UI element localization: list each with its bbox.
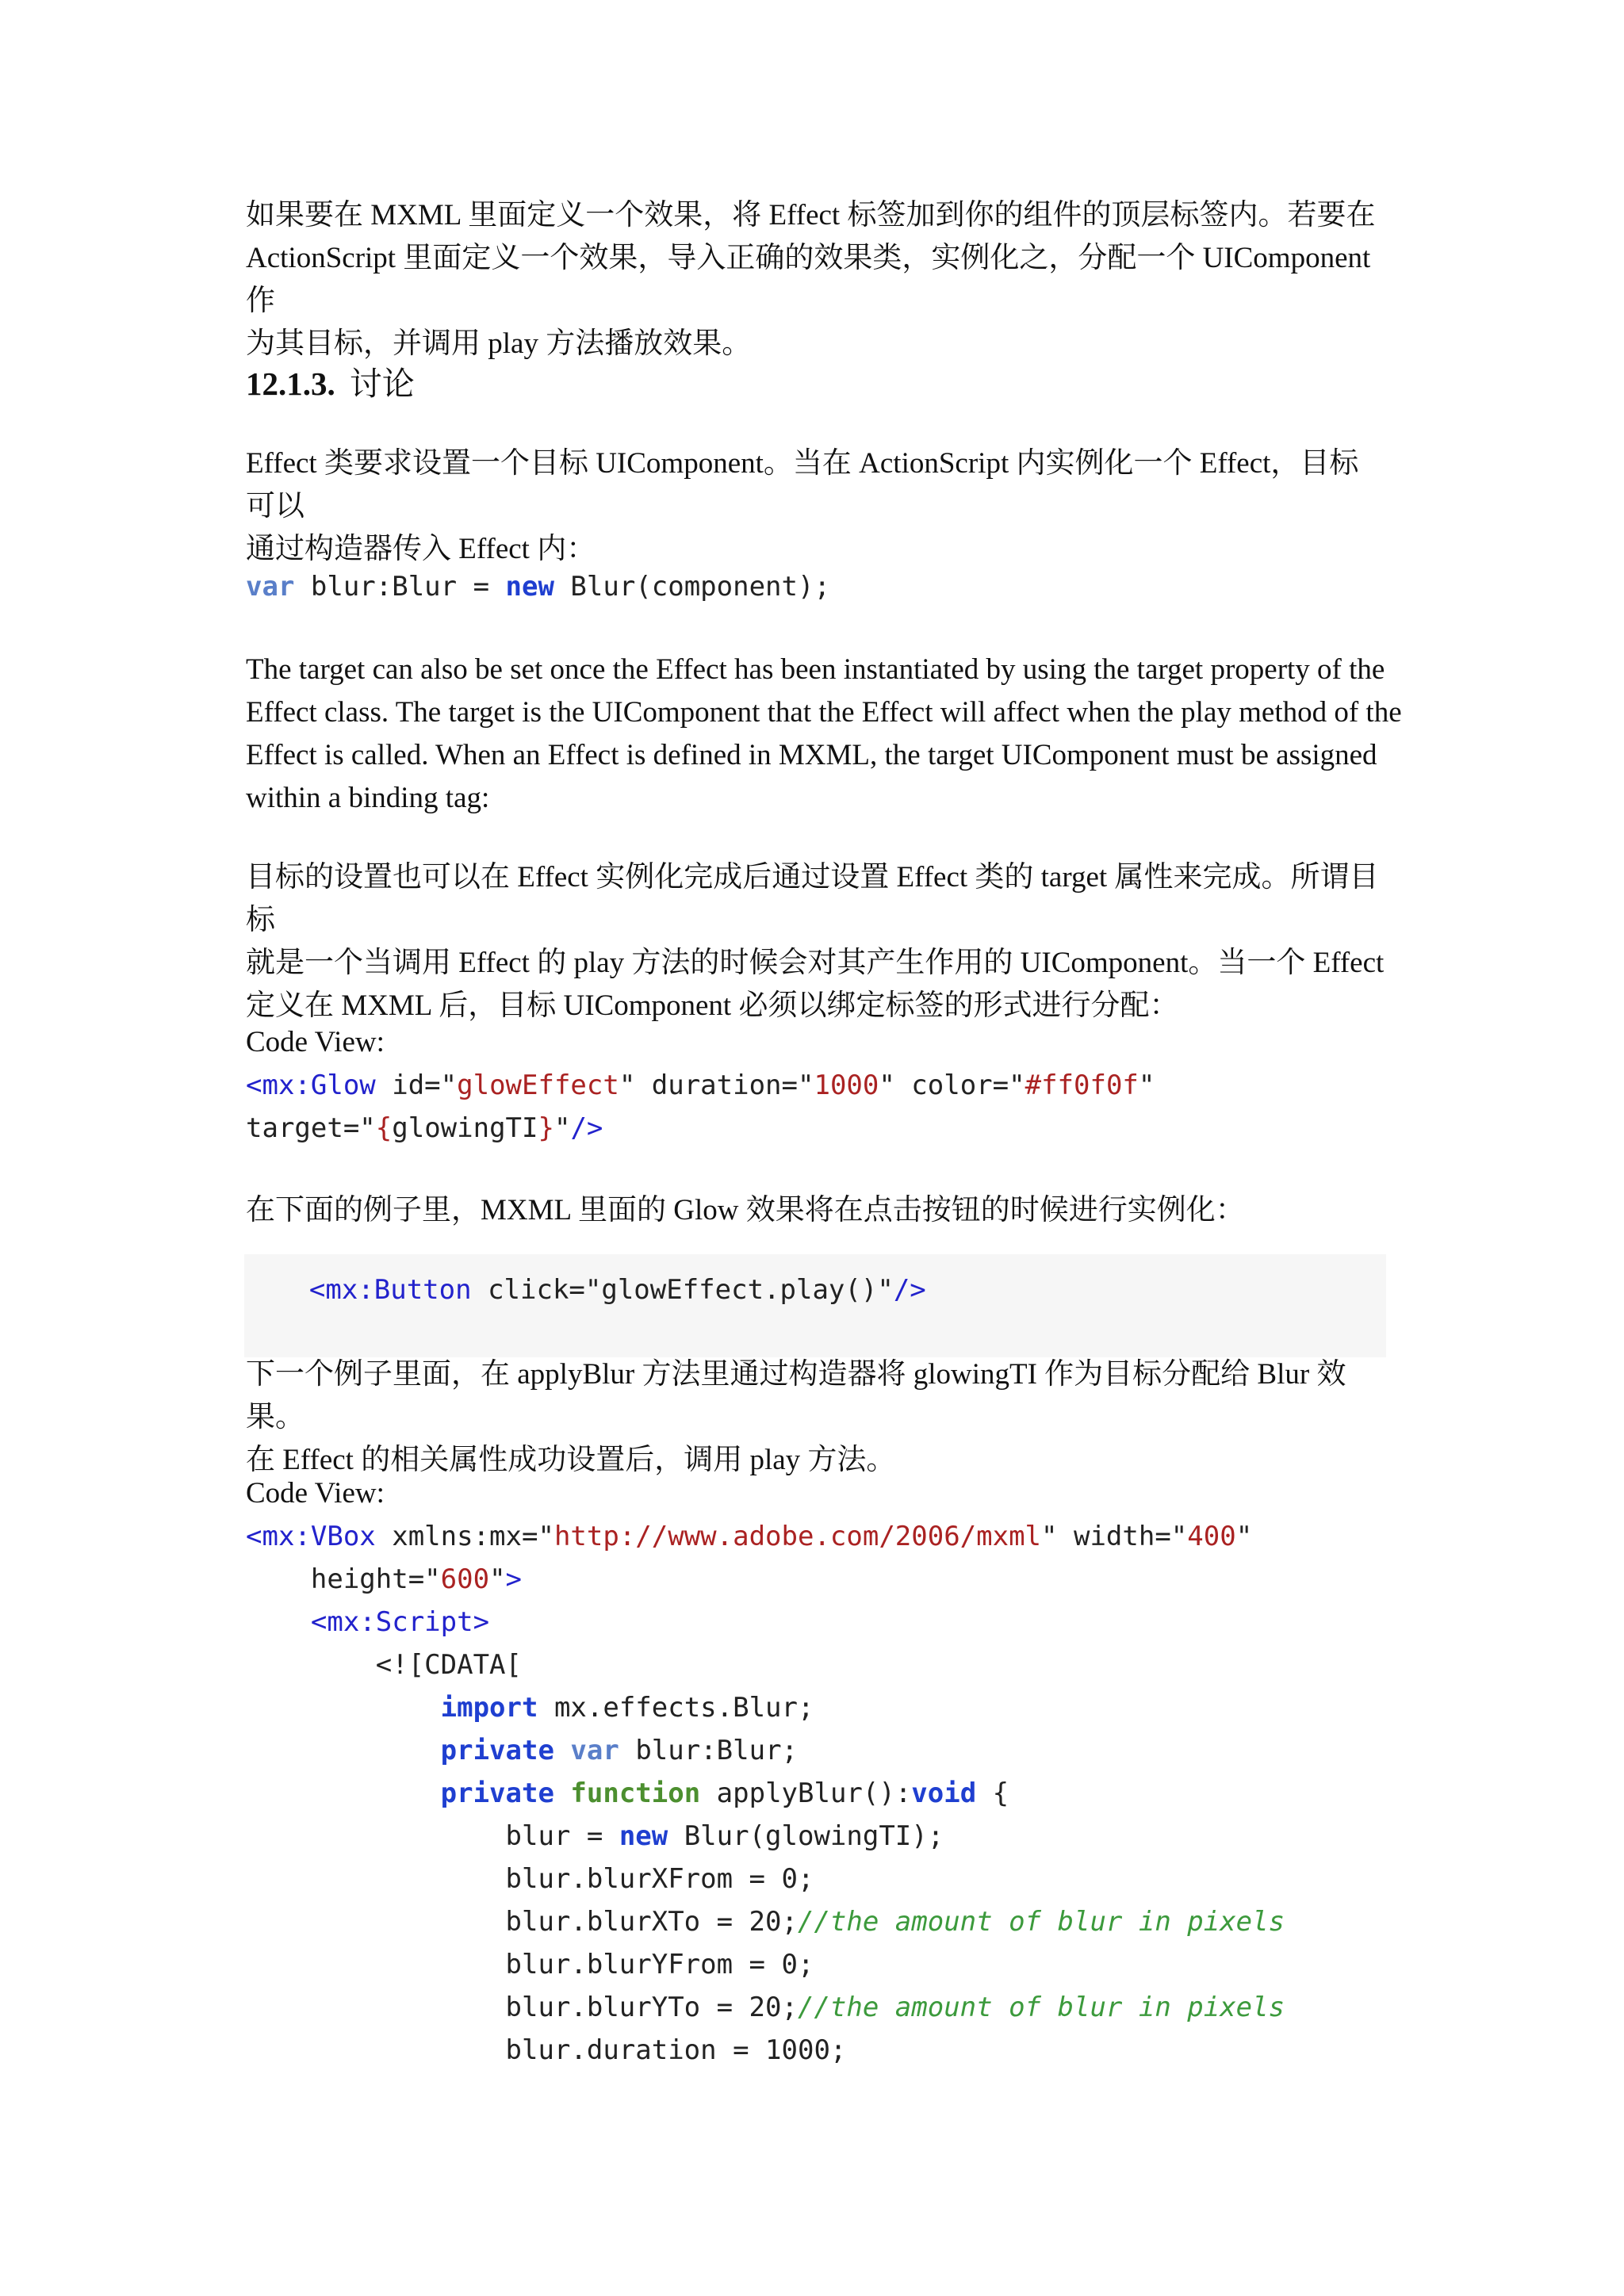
code-token-pl: blur:Blur; [619, 1735, 799, 1766]
code-view-label-1: Code View: [246, 1026, 385, 1058]
code-line [244, 1269, 1386, 1311]
para5-line-2: 在 Effect 的相关属性成功设置后，调用 play 方法。 [246, 1444, 896, 1476]
code-token-pl: blur.blurYFrom = 0; [246, 1949, 814, 1980]
code-token-pl: blur = [246, 1820, 619, 1852]
code-token-pl: target=" [246, 1112, 376, 1144]
code-line [246, 1729, 1285, 1772]
code-token-pl: " [1138, 1070, 1155, 1101]
section-number: 12.1.3. [246, 365, 335, 402]
code-token-str: 600 [440, 1563, 490, 1595]
code-token-pl: applyBlur(): [700, 1777, 912, 1809]
intro-line-2: ActionScript 里面定义一个效果，导入正确的效果类，实例化之，分配一个 UIComponent 作 [246, 242, 1371, 317]
code-token-pl: click="glowEffect.play()" [471, 1274, 894, 1306]
code-token-pl [554, 1777, 570, 1809]
code-token-cm: //the amount of blur in pixels [797, 1906, 1285, 1938]
paragraph-effect-target [246, 442, 1388, 571]
code-line [246, 565, 830, 608]
intro-paragraph [246, 194, 1388, 365]
code-line [246, 1986, 1285, 2029]
code-token-pl: xmlns:mx=" [375, 1521, 554, 1552]
paragraph-chinese-target [246, 856, 1388, 1027]
code-token-str: 1000 [814, 1070, 879, 1101]
code-line [246, 1515, 1285, 1558]
code-token-pl: " color=" [879, 1070, 1025, 1101]
code-token-pl: blur.duration = 1000; [246, 2034, 847, 2066]
code-line [246, 1644, 1285, 1686]
code-token-kw: new [505, 571, 554, 603]
para3-line-2: 就是一个当调用 Effect 的 play 方法的时候会对其产生作用的 UIComponent。当一个 Effect [246, 947, 1385, 979]
code-token-kw: private [440, 1735, 554, 1766]
para5-line-1: 下一个例子里面，在 applyBlur 方法里通过构造器将 glowingTI 作为目标分配给 Blur 效果。 [246, 1358, 1346, 1433]
code-token-pl [246, 1606, 311, 1638]
code-line [246, 1815, 1285, 1858]
code-token-str: } [538, 1112, 554, 1144]
code-token-pl: { [976, 1777, 1009, 1809]
paragraph-english [246, 649, 1404, 820]
code-token-pl: blur.blurYTo = 20; [246, 1992, 798, 2023]
code-token-pl: " [489, 1563, 506, 1595]
paragraph-apply-blur [246, 1353, 1404, 1482]
para2-line-4: within a binding tag: [246, 782, 490, 814]
code-token-var: var [570, 1735, 619, 1766]
para2-line-3: Effect is called. When an Effect is defined in MXML, the target UIComponent must be assigned [246, 739, 1377, 771]
code-line [246, 1772, 1285, 1815]
intro-line-1: 如果要在 MXML 里面定义一个效果，将 Effect 标签加到你的组件的顶层标签内。若要在 [246, 199, 1376, 232]
code-token-pl: blur.blurXFrom = 0; [246, 1863, 814, 1895]
code-token-kw: void [911, 1777, 977, 1809]
code-token-var: var [246, 571, 295, 603]
para4-line-1: 在下面的例子里，MXML 里面的 Glow 效果将在点击按钮的时候进行实例化： [246, 1194, 1245, 1226]
section-title: 讨论 [349, 365, 415, 402]
code-token-pl: Blur(glowingTI); [668, 1820, 944, 1852]
code-line [246, 1558, 1285, 1601]
code-token-cm: //the amount of blur in pixels [797, 1992, 1285, 2023]
code-line [246, 1686, 1285, 1729]
code-token-pl [246, 1777, 441, 1809]
code-line [246, 1943, 1285, 1986]
code-token-pl: mx.effects.Blur; [538, 1692, 814, 1724]
code-token-tag: /> [570, 1112, 603, 1144]
code-token-kw: import [440, 1692, 538, 1724]
code-line [246, 1900, 1285, 1943]
para2-line-1: The target can also be set once the Effect has been instantiated by using the target property of the [246, 653, 1385, 686]
code-token-pl: " [1235, 1521, 1253, 1552]
code-token-tag: > [505, 1563, 523, 1595]
code-token-str: { [375, 1112, 393, 1144]
code-token-pl: " [553, 1112, 571, 1144]
code-line [246, 1601, 1285, 1644]
code-view-label-2: Code View: [246, 1477, 385, 1510]
code-token-pl: " width=" [1041, 1521, 1188, 1552]
code-token-str: glowEffect [457, 1070, 619, 1101]
code-token-str: #ff0f0f [1025, 1070, 1139, 1101]
code-token-pl: height=" [246, 1563, 441, 1595]
para3-line-1: 目标的设置也可以在 Effect 实例化完成后通过设置 Effect 类的 target 属性来完成。所谓目标 [246, 861, 1379, 936]
section-heading [246, 362, 415, 405]
code-line [246, 2029, 1285, 2072]
para3-line-3: 定义在 MXML 后，目标 UIComponent 必须以绑定标签的形式进行分配： [246, 989, 1179, 1022]
code-token-tag: /> [893, 1274, 926, 1306]
code-token-pl: blur.blurXTo = 20; [246, 1906, 798, 1938]
code-token-pl [554, 1735, 570, 1766]
code-line [246, 1064, 1155, 1107]
code-line [246, 1107, 1155, 1150]
code-block-1 [246, 565, 830, 608]
para1-line-1: Effect 类要求设置一个目标 UIComponent。当在 ActionScript 内实例化一个 Effect，目标可以 [246, 447, 1359, 522]
code-token-pl [246, 1735, 441, 1766]
code-line [246, 1858, 1285, 1900]
code-token-pl: blur:Blur = [294, 571, 506, 603]
code-token-pl: id=" [375, 1070, 458, 1101]
code-token-tag: <mx:VBox [246, 1521, 376, 1552]
code-token-tag: <mx:Button [308, 1274, 472, 1306]
para1-line-2: 通过构造器传入 Effect 内： [246, 533, 596, 565]
para2-line-2: Effect class. The target is the UIComponent that the Effect will affect when the play method of the [246, 696, 1402, 729]
code-token-pl: Blur(component); [553, 571, 830, 603]
code-token-kw: private [440, 1777, 554, 1809]
code-block-4 [246, 1515, 1285, 2072]
code-token-pl: " duration=" [619, 1070, 814, 1101]
code-token-tag: <mx:Glow [246, 1070, 376, 1101]
code-token-pl: <![CDATA[ [246, 1649, 522, 1681]
code-token-tag: <mx:Script> [310, 1606, 490, 1638]
code-token-pl [244, 1274, 309, 1306]
code-token-fn: function [570, 1777, 701, 1809]
code-token-str: http://www.adobe.com/2006/mxml [553, 1521, 1042, 1552]
intro-line-3: 为其目标，并调用 play 方法播放效果。 [246, 327, 752, 360]
code-token-pl [246, 1692, 441, 1724]
code-token-kw: new [619, 1820, 668, 1852]
code-token-pl: glowingTI [392, 1112, 538, 1144]
code-block-3 [244, 1254, 1386, 1357]
code-token-str: 400 [1187, 1521, 1236, 1552]
code-block-2 [246, 1064, 1155, 1150]
